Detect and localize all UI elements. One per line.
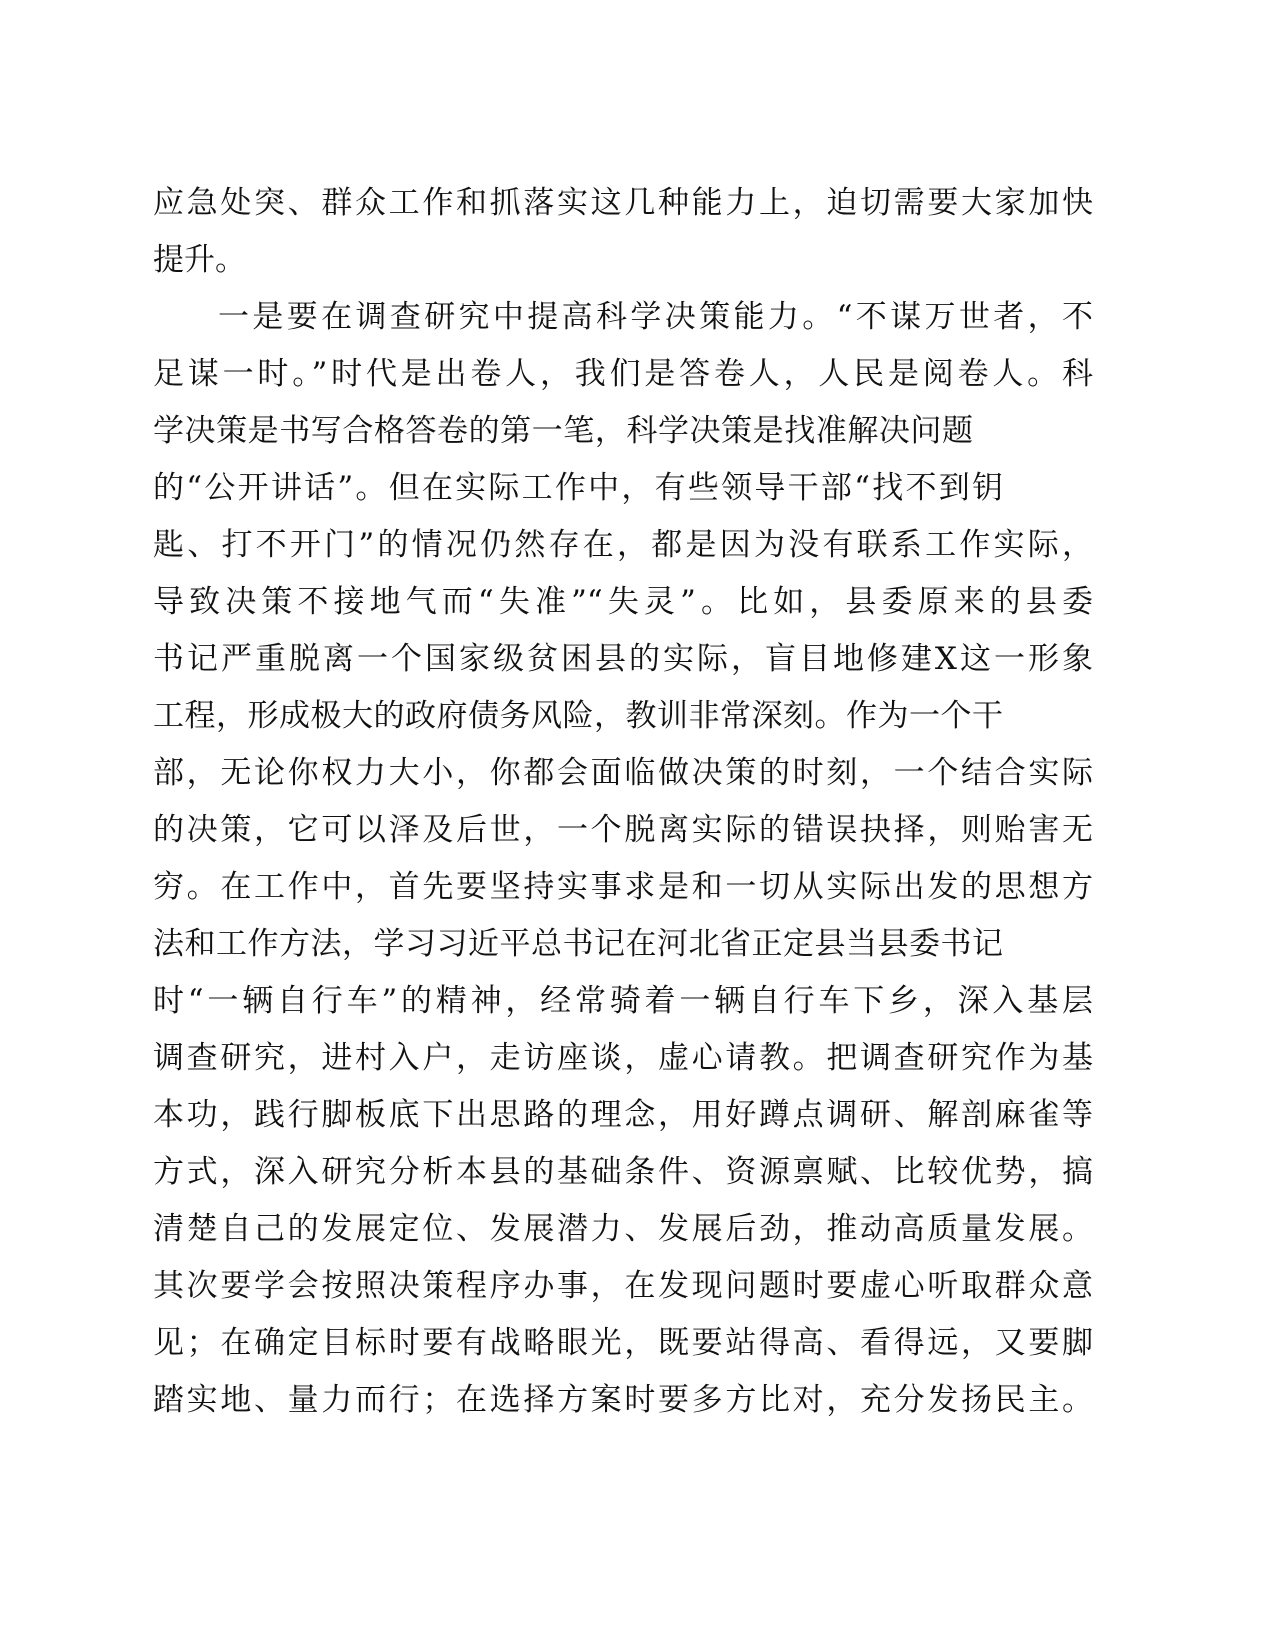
text-line-9: 书记严重脱离一个国家级贫困县的实际，盲目地修建X这一形象 xyxy=(153,641,1093,677)
text-line-12: 的决策，它可以泽及后世，一个脱离实际的错误抉择，则贻害无 xyxy=(153,812,1093,848)
text-line-8: 导致决策不接地气而“失准”“失灵”。比如，县委原来的县委 xyxy=(153,584,1093,620)
text-line-13: 穷。在工作中，首先要坚持实事求是和一切从实际出发的思想方 xyxy=(153,869,1093,905)
text-line-10: 工程，形成极大的政府债务风险，教训非常深刻。作为一个干 xyxy=(153,698,1003,734)
text-line-17: 本功，践行脚板底下出思路的理念，用好蹲点调研、解剖麻雀等 xyxy=(153,1097,1093,1133)
text-line-2: 提升。 xyxy=(153,242,246,278)
text-line-5: 学决策是书写合格答卷的第一笔，科学决策是找准解决问题 xyxy=(153,413,973,449)
text-line-20: 其次要学会按照决策程序办事，在发现问题时要虚心听取群众意 xyxy=(153,1268,1093,1304)
text-line-15: 时“一辆自行车”的精神，经常骑着一辆自行车下乡，深入基层 xyxy=(153,983,1093,1019)
text-line-14: 法和工作方法，学习习近平总书记在河北省正定县当县委书记 xyxy=(153,926,1003,962)
text-line-21: 见；在确定目标时要有战略眼光，既要站得高、看得远，又要脚 xyxy=(153,1325,1093,1361)
text-line-6: 的“公开讲话”。但在实际工作中，有些领导干部“找不到钥 xyxy=(153,470,1003,506)
text-line-16: 调查研究，进村入户，走访座谈，虚心请教。把调查研究作为基 xyxy=(153,1040,1093,1076)
text-line-1: 应急处突、群众工作和抓落实这几种能力上，迫切需要大家加快 xyxy=(153,185,1093,221)
text-line-7: 匙、打不开门”的情况仍然存在，都是因为没有联系工作实际， xyxy=(153,527,1093,563)
text-line-22: 踏实地、量力而行；在选择方案时要多方比对，充分发扬民主。 xyxy=(153,1382,1093,1418)
paragraph-start-line: 一是要在调查研究中提高科学决策能力。“不谋万世者，不 xyxy=(218,299,1093,335)
text-line-11: 部，无论你权力大小，你都会面临做决策的时刻，一个结合实际 xyxy=(153,755,1093,791)
text-line-19: 清楚自己的发展定位、发展潜力、发展后劲，推动高质量发展。 xyxy=(153,1211,1093,1247)
text-line-4: 足谋一时。”时代是出卷人，我们是答卷人，人民是阅卷人。科 xyxy=(153,356,1093,392)
text-line-18: 方式，深入研究分析本县的基础条件、资源禀赋、比较优势，搞 xyxy=(153,1154,1093,1190)
